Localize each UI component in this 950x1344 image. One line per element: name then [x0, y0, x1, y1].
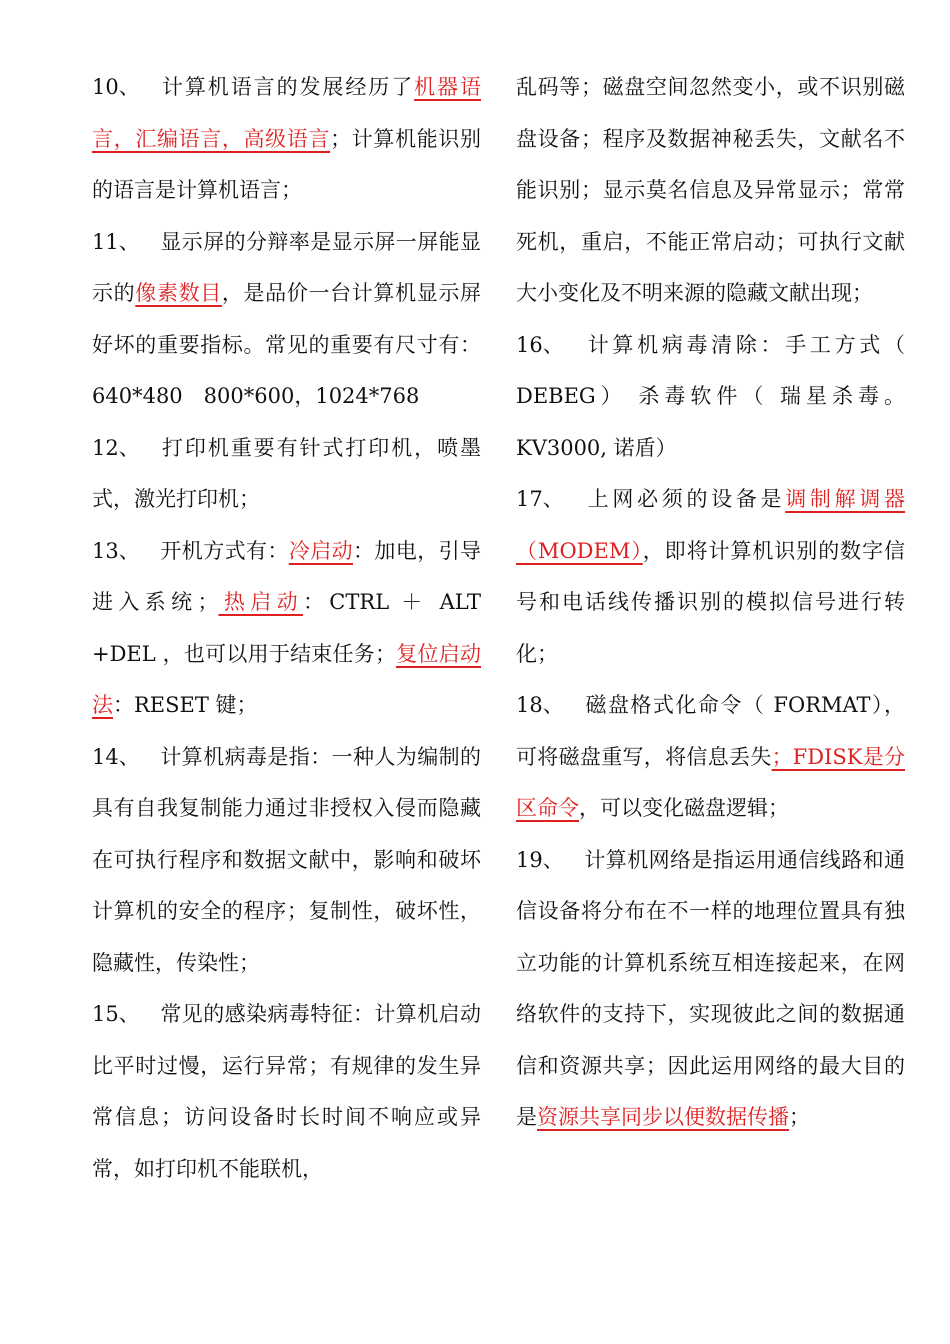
item-number: 14、 — [92, 744, 140, 769]
item-text: ，可以变化磁盘逻辑； — [579, 796, 789, 820]
item-text: ；计算机能识别的语言是计算机语言； — [92, 126, 482, 202]
item-text: ，即将计算机识别的数字信号和电话线传播识别的模拟信号进行转化； — [516, 538, 906, 666]
item-text: 常见的感染病毒特征：计算机启动比平时过慢，运行异常；有规律的发生异常信息；访问设备时长时间不响应或异常，如打印机不能联机， — [92, 1002, 481, 1181]
highlighted-term: 冷启动 — [288, 538, 354, 563]
highlighted-term: 热启动 — [218, 590, 303, 614]
item-text: ：RESET 键； — [113, 693, 258, 717]
item-number: 13、 — [92, 538, 140, 563]
item-text: 上网必须的设备是 — [584, 487, 786, 511]
highlighted-term: 像素数目 — [135, 281, 222, 305]
item-number: 12、 — [92, 435, 140, 460]
list-item-19 — [516, 835, 905, 1144]
list-item-11 — [92, 217, 481, 423]
item-number: 18、 — [516, 693, 564, 717]
item-number: 10、 — [92, 75, 140, 99]
item-text: 磁盘格式化命令（ FORMAT），可将磁盘重写，将信息丢失 — [516, 693, 905, 769]
list-item-14 — [92, 732, 481, 990]
list-item-16 — [516, 320, 905, 475]
item-text: 打印机重要有针式打印机，喷墨式，激光打印机； — [92, 435, 481, 511]
item-text: 计算机病毒清除：手工方式（ DEBEG） 杀毒软件（ 瑞星杀毒。KV3000, 诺盾） — [516, 332, 905, 460]
item-text: ，是品价一台计算机显示屏好坏的重要指标。常见的重要有尺寸有：640*480 800*600，1024*768 — [92, 281, 482, 408]
item-text: 乱码等；磁盘空间忽然变小，或不识别磁盘设备；程序及数据神秘丢失，文献名不能识别；显示莫名信息及异常显示；常常死机，重启，不能正常启动；可执行文献大小变化及不明来源的隐藏文献出现； — [516, 75, 905, 305]
item-text: 开机方式有： — [160, 538, 289, 563]
highlighted-term: 机器语言，汇编语言，高级语言 — [92, 75, 482, 151]
list-item-10 — [92, 62, 481, 217]
item-text: 计算机语言的发展经历了 — [160, 75, 415, 99]
item-number: 16、 — [516, 332, 564, 357]
list-item-17 — [516, 474, 905, 680]
list-item-12 — [92, 423, 481, 526]
item-text: 计算机网络是指运用通信线路和通信设备将分布在不一样的地理位置具有独立功能的计算机系统互相连接起来，在网络软件的支持下，实现彼此之间的数据通信和资源共享；因此运用网络的最大目的是 — [516, 847, 905, 1129]
list-item-15 — [92, 989, 481, 1195]
left-column — [92, 62, 481, 1195]
item-number: 17、 — [516, 487, 564, 511]
item-number: 19、 — [516, 847, 564, 872]
list-item-13 — [92, 526, 481, 732]
list-item-18 — [516, 680, 905, 835]
highlighted-term: 资源共享同步以便数据传播 — [537, 1105, 789, 1129]
list-item-15-continued — [516, 62, 905, 320]
item-number: 11、 — [92, 229, 140, 254]
item-text: 计算机病毒是指：一种人为编制的具有自我复制能力通过非授权入侵而隐藏在可执行程序和数据文献中，影响和破坏计算机的安全的程序；复制性，破坏性，隐藏性，传染性； — [92, 744, 481, 975]
item-text: ：加电，引导进入系统； — [92, 538, 482, 614]
right-column — [516, 62, 905, 1144]
highlighted-term: 调制解调器（MODEM） — [516, 487, 906, 563]
item-text: 显示屏的分辩率是显示屏一屏能显示的 — [92, 229, 481, 305]
item-text: ：CTRL ＋ ALT +DEL ，也可以用于结束任务； — [92, 590, 481, 666]
highlighted-term: 复位启动法 — [92, 641, 481, 717]
highlighted-term: ；FDISK是分区命令 — [516, 744, 906, 820]
item-number: 15、 — [92, 1002, 140, 1026]
item-text: ； — [789, 1105, 810, 1129]
